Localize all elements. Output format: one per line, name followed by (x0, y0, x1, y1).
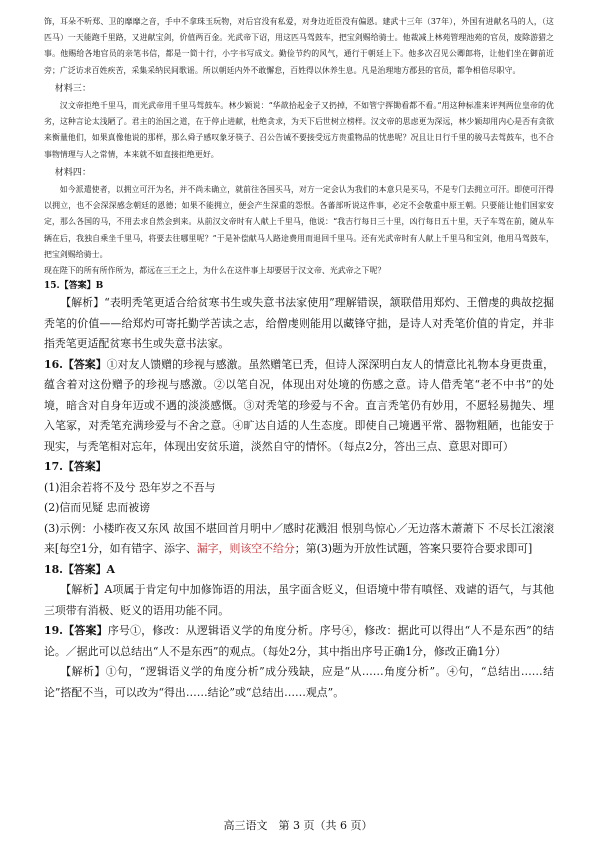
q19-answer-text: 序号①，修改：从逻辑语义学的角度分析。序号④，修改：据此可以得出“人不是东西”的结论。／据此可以总结出“人不是东西”的观点。（每处2分，其中指出序号正确1分，修改正确1分） (44, 624, 555, 658)
q18-answer: 18.【答案】A (44, 562, 115, 576)
q15-analysis: 【解析】“表明秃笔更适合给贫寒书生或失意书法家使用”理解错误，颔联借用郑灼、王僧虔的典故挖掘秃笔的价值——给郑灼可寄托勤学苦读之志，给僧虔则能用以藏锋守拙，是诗人对秃笔价值的肯定，并非指秃笔更适配贫寒书生或失意书法家。 (44, 296, 554, 351)
q16-answer (44, 355, 554, 458)
q17-line-3-text: (3)示例：小楼昨夜又东风 故国不堪回首月明中／感时花溅泪 恨别鸟惊心／无边落木萧萧下 不尽长江滚滚来[每空1分，如有错字、添字、 (44, 521, 554, 556)
material-three-heading: 材料三： (54, 83, 91, 94)
page-footer: 高三语文 第 3 页（共 6 页） (223, 819, 373, 832)
q19-analysis: 【解析】①句，“逻辑语义学的角度分析”成分残缺，应是“从……角度分析”。④句，“总结出……结论”搭配不当，可以改为“得出……结论”或“总结出……观点”。 (44, 665, 554, 699)
material-four-heading: 材料四： (54, 167, 91, 178)
material-four-conclusion: 现在陛下的所有所作所为，都远在三王之上，为什么在这件事上却要居于汉文帝、光武帝之下呢？ (44, 266, 386, 276)
material-three-paragraph: 汉文帝拒绝千里马，而光武帝用千里马驾鼓车。林少颖说：“华歆拾起金子又扔掉，不如管宁挥锄看都不看。”用这种标准来评判两位皇帝的优劣，这种言论太浅陋了。君主的治国之道，在于停止进献，杜绝贪求，为天下后世树立榜样。汉文帝的思虑更为深远，林少颖却用内心是否有贪欲来衡量他们，如果真像他说的那样，那么舜子感叹象牙筷子、召公告诫不要接受远方贵重物品的忧患呢？况且让日行千里的骏马去驾鼓车，也不合事物情理与人之常情，本来就不如直接拒绝更好。 (44, 101, 554, 159)
q18-analysis: 【解析】A项属于肯定句中加修饰语的用法，虽字面含贬义，但语境中带有嗔怪、戏谑的语气，与其他三项带有消极、贬义的语用功能不同。 (44, 583, 554, 617)
q19-answer (44, 621, 554, 662)
material-four-paragraph: 如今派遣使者，以拥立可汗为名，并不尚未确立，就前往各国买马，对方一定会认为我们的本意只是买马，不是专门去拥立可汗。即使可汗得以拥立，也不会深深感念朝廷的恩德；如果不能拥立，便会产生深重的怨恨。各蕃部听说这件事，必定不会敬重中原王朝。只要能让他们国家安定，那么各国的马，不用去求自然会到来。从前汉文帝时有人献上千里马，他说：“我吉行每日三十里，凶行每日五十里，天子车驾在前，随从车辆在后，我独自乘坐千里马，将要去往哪里呢？”于是补偿献马人路途费用而退回千里马。还有光武帝时有人献上千里马和宝剑，他用马驾鼓车，把宝剑赐给骑士。 (44, 185, 554, 259)
q17-line-2: (2)信而见疑 忠而被谤 (44, 501, 151, 515)
q15-answer: 15.【答案】B (44, 281, 104, 292)
q17-line-3-end: ；第(3)题为开放性试题，答案只要符合要求即可] (294, 542, 533, 556)
q17-line-3 (44, 519, 554, 560)
q17-line-1: (1)泪余若将不及兮 恐年岁之不吾与 (44, 480, 216, 494)
q19-tag: 19.【答案】 (44, 624, 108, 638)
q17-answer: 17.【答案】 (44, 460, 107, 474)
q17-red-note: 漏字，则该空不给分 (196, 542, 295, 556)
q16-answer-text: ①对友人馈赠的珍视与感激。虽然赠笔已秃，但诗人深深明白友人的情意比礼物本身更贵重，蕴含着对这份赠予的珍视与感激。②以笔自况，体现出对处境的伤感之意。诗人借秃笔“老不中书”的处境，暗含对自身年迈或不遇的淡淡感慨。③对秃笔的珍爱与不舍。直言秃笔仍有妙用，不愿轻易抛失、埋入笔冢，对秃笔充满珍爱与不舍之意。④旷达自适的人生态度。即使自己境遇平常、器物粗陋，也能安于现实，与秃笔相对忘年，体现出安贫乐道，淡然自守的情怀。（每点2分，答出三点、意思对即可） (44, 357, 554, 453)
answer-section (44, 279, 554, 703)
translation-materials (44, 14, 554, 279)
q16-tag: 16.【答案】 (44, 357, 107, 371)
page-content (44, 14, 554, 703)
material-paragraph: 饰，耳朵不听郑、卫的靡靡之音，手中不拿珠玉玩物，对后宫没有私爱，对身边近臣没有偏恩。建武十三年（37年），外国有进献名马的人，（这匹马）一天能跑千里路，又进献宝剑，价值两百金。光武帝下诏，用这匹马驾鼓车，把宝剑赐给骑士。他裁减上林苑管理池苑的官员，废除游猎之事。他赐给各地官员的亲笔书信，都是一简十行，小字书写成文。勤俭节约的风气，通行于朝廷上下。他多次召见公卿郎将，让他们坐在御前近旁；广泛访求百姓疾苦，采集采纳民间歌谣。所以朝廷内外不敢懈怠，百姓得以休养生息。凡是治理地方郡县的官员，都争相倍尽职守。 (44, 17, 554, 75)
